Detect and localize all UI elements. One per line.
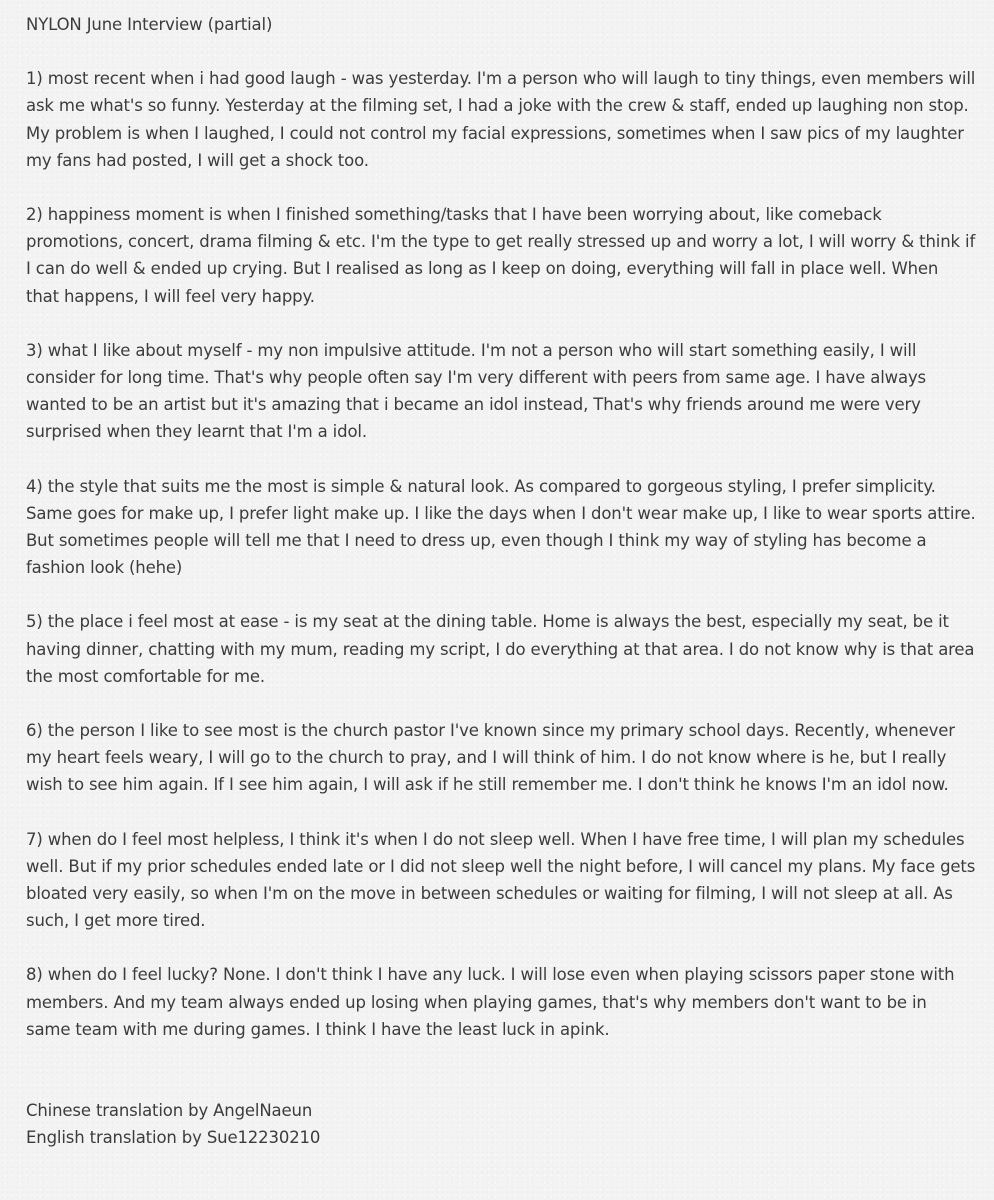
answer-paragraph-3: 3) what I like about myself - my non impulsive attitude. I'm not a person who will start something easily, I will consider for long time. That's why people often say I'm very different with peers from same age. I have always wanted to be an artist but it's amazing that i became an idol instead, That's why friends around me were very surprised when they learnt that I'm a idol.	[26, 340, 926, 442]
chinese-translation-credit: Chinese translation by AngelNaeun	[26, 1101, 313, 1121]
answer-paragraph-7: 7) when do I feel most helpless, I think it's when I do not sleep well. When I have free time, I will plan my schedules well. But if my prior schedules ended late or I did not sleep well the night before, I will cancel my plans. My face gets bloated very easily, so when I'm on the move in between schedules or waiting for filming, I will not sleep at all. As such, I get more tired.	[26, 829, 976, 931]
answer-paragraph-4: 4) the style that suits me the most is simple & natural look. As compared to gorgeous styling, I prefer simplicity. Same goes for make up, I prefer light make up. I like the days when I don't wear make up, I like to wear sports attire. But sometimes people will tell me that I need to dress up, even though I think my way of styling has become a fashion look (hehe)	[26, 476, 976, 578]
answer-paragraph-5: 5) the place i feel most at ease - is my seat at the dining table. Home is always the best, especially my seat, be it having dinner, chatting with my mum, reading my script, I do everything at that area. I do not know why is that area the most comfortable for me.	[26, 612, 975, 686]
answer-paragraph-6: 6) the person I like to see most is the church pastor I've known since my primary school days. Recently, whenever my heart feels weary, I will go to the church to pray, and I will think of him. I do not know where is he, but I really wish to see him again. If I see him again, I will ask if he still remember me. I don't think he knows I'm an idol now.	[26, 721, 955, 795]
answer-paragraph-1: 1) most recent when i had good laugh - was yesterday. I'm a person who will laugh to tiny things, even members will ask me what's so funny. Yesterday at the filming set, I had a joke with the crew & staff, ended up laughing non stop. My problem is when I laughed, I could not control my facial expressions, sometimes when I saw pics of my laughter my fans had posted, I will get a shock too.	[26, 69, 976, 170]
english-translation-credit: English translation by Sue12230210	[26, 1128, 321, 1148]
document-title: NYLON June Interview (partial)	[26, 15, 273, 34]
answer-paragraph-2: 2) happiness moment is when I finished something/tasks that I have been worrying about, like comeback promotions, concert, drama filming & etc. I'm the type to get really stressed up and worry a lot, I will worry & think if I can do well & ended up crying. But I realised as long as I keep on doing, everything will fall in place well. When that happens, I will feel very happy.	[26, 205, 976, 306]
document-body	[26, 11, 976, 1152]
translation-credits	[26, 1097, 976, 1151]
answer-paragraph-8: 8) when do I feel lucky? None. I don't think I have any luck. I will lose even when playing scissors paper stone with members. And my team always ended up losing when playing games, that's why members don't want to be in same team with me during games. I think I have the least luck in apink.	[26, 965, 955, 1039]
